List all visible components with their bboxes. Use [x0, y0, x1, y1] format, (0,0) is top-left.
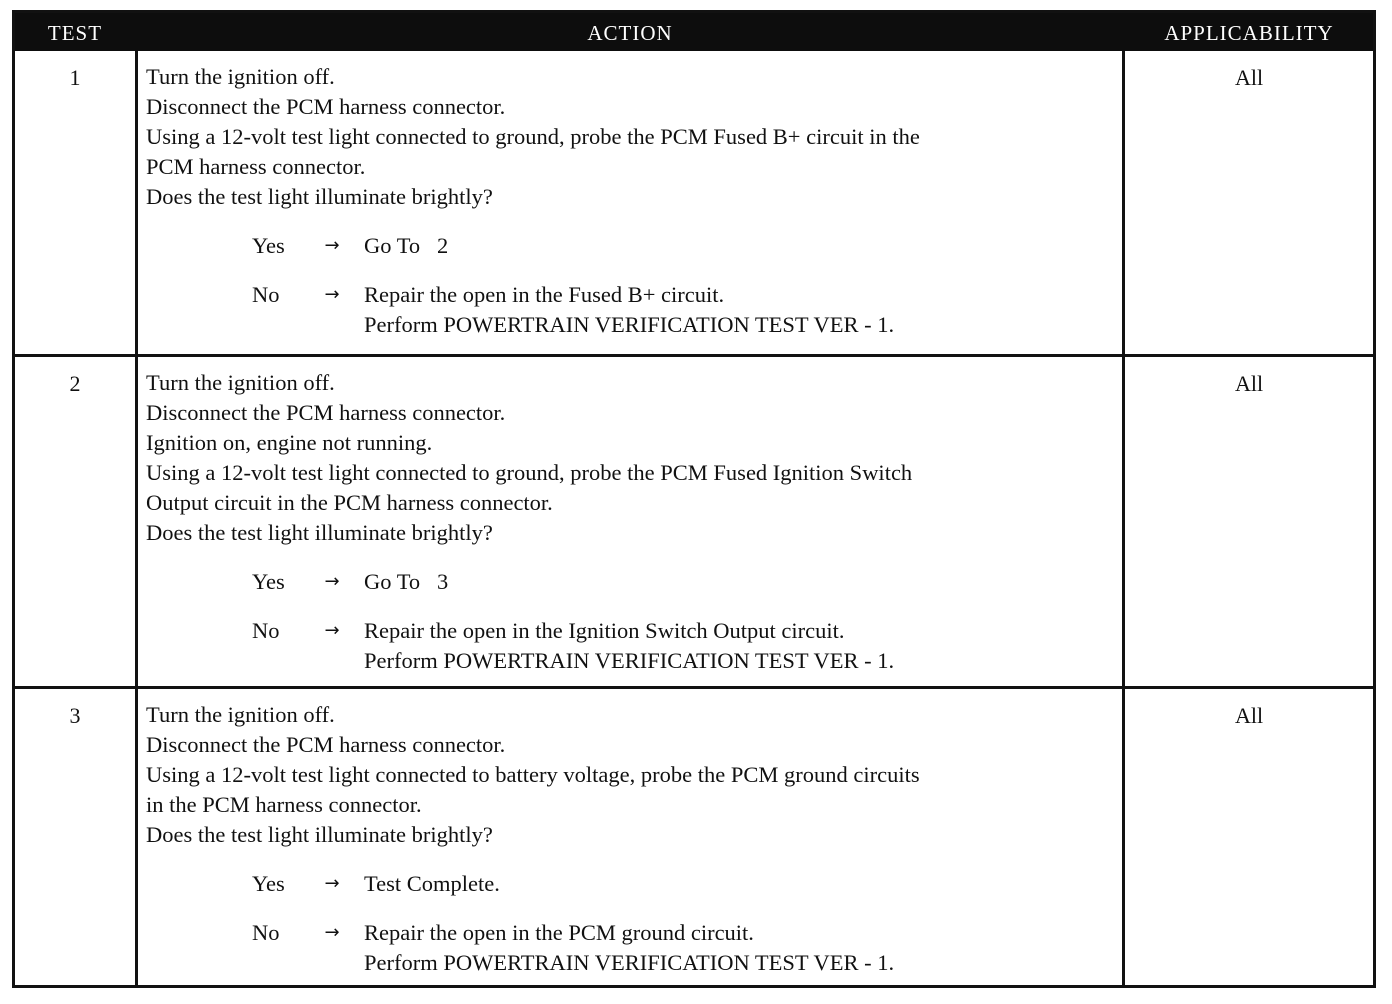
action-step: Using a 12-volt test light connected to ground, probe the PCM Fused Ignition Switch [146, 460, 913, 485]
action-cell [135, 689, 1125, 985]
diagnostic-table [12, 10, 1376, 988]
yes-answer [146, 869, 1122, 899]
table-row [15, 354, 1373, 686]
table-row [15, 51, 1373, 354]
test-number: 1 [69, 65, 81, 90]
yes-text: Go To 2 [364, 233, 449, 258]
yes-answer [146, 567, 1122, 597]
arrow-right-icon: → [324, 922, 340, 943]
no-text: Perform POWERTRAIN VERIFICATION TEST VER - 1. [364, 950, 895, 975]
yes-text: Go To 3 [364, 569, 449, 594]
no-label: No [252, 618, 280, 643]
action-step: in the PCM harness connector. [146, 792, 422, 817]
no-label: No [252, 282, 280, 307]
table-header [15, 13, 1373, 51]
no-text: Perform POWERTRAIN VERIFICATION TEST VER - 1. [364, 312, 895, 337]
no-answer [146, 280, 1122, 340]
action-step: Disconnect the PCM harness connector. [146, 94, 506, 119]
no-text: Perform POWERTRAIN VERIFICATION TEST VER - 1. [364, 648, 895, 673]
yes-text: Test Complete. [364, 871, 500, 896]
header-applicability: APPLICABILITY [1164, 21, 1334, 45]
action-step: Does the test light illuminate brightly? [146, 520, 493, 545]
action-step: Does the test light illuminate brightly? [146, 184, 493, 209]
action-step: Output circuit in the PCM harness connector. [146, 490, 553, 515]
action-step: Using a 12-volt test light connected to ground, probe the PCM Fused B+ circuit in the [146, 124, 920, 149]
no-text: Repair the open in the Ignition Switch Output circuit. [364, 618, 845, 643]
yes-label: Yes [252, 569, 285, 594]
yes-label: Yes [252, 871, 285, 896]
action-step: Disconnect the PCM harness connector. [146, 732, 506, 757]
header-action: ACTION [587, 21, 673, 45]
applicability-value: All [1234, 371, 1264, 396]
arrow-right-icon: → [324, 873, 340, 894]
action-cell [135, 51, 1125, 354]
table-row [15, 686, 1373, 985]
action-step: Turn the ignition off. [146, 370, 335, 395]
applicability-value: All [1234, 703, 1264, 728]
arrow-right-icon: → [324, 620, 340, 641]
no-answer [146, 616, 1122, 676]
answers [146, 231, 1122, 340]
arrow-right-icon: → [324, 235, 340, 256]
action-cell [135, 357, 1125, 686]
action-step: Using a 12-volt test light connected to battery voltage, probe the PCM ground circuits [146, 762, 920, 787]
no-answer [146, 918, 1122, 978]
action-step: Turn the ignition off. [146, 702, 335, 727]
answers [146, 567, 1122, 676]
no-label: No [252, 920, 280, 945]
action-step: Disconnect the PCM harness connector. [146, 400, 506, 425]
yes-label: Yes [252, 233, 285, 258]
action-step: Turn the ignition off. [146, 64, 335, 89]
action-step: Ignition on, engine not running. [146, 430, 433, 455]
no-text: Repair the open in the Fused B+ circuit. [364, 282, 725, 307]
arrow-right-icon: → [324, 571, 340, 592]
header-test: TEST [47, 21, 103, 45]
action-step: Does the test light illuminate brightly? [146, 822, 493, 847]
test-number: 2 [69, 371, 81, 396]
applicability-value: All [1234, 65, 1264, 90]
action-step: PCM harness connector. [146, 154, 366, 179]
yes-answer [146, 231, 1122, 261]
answers [146, 869, 1122, 978]
no-text: Repair the open in the PCM ground circuit. [364, 920, 754, 945]
arrow-right-icon: → [324, 284, 340, 305]
test-number: 3 [69, 703, 81, 728]
